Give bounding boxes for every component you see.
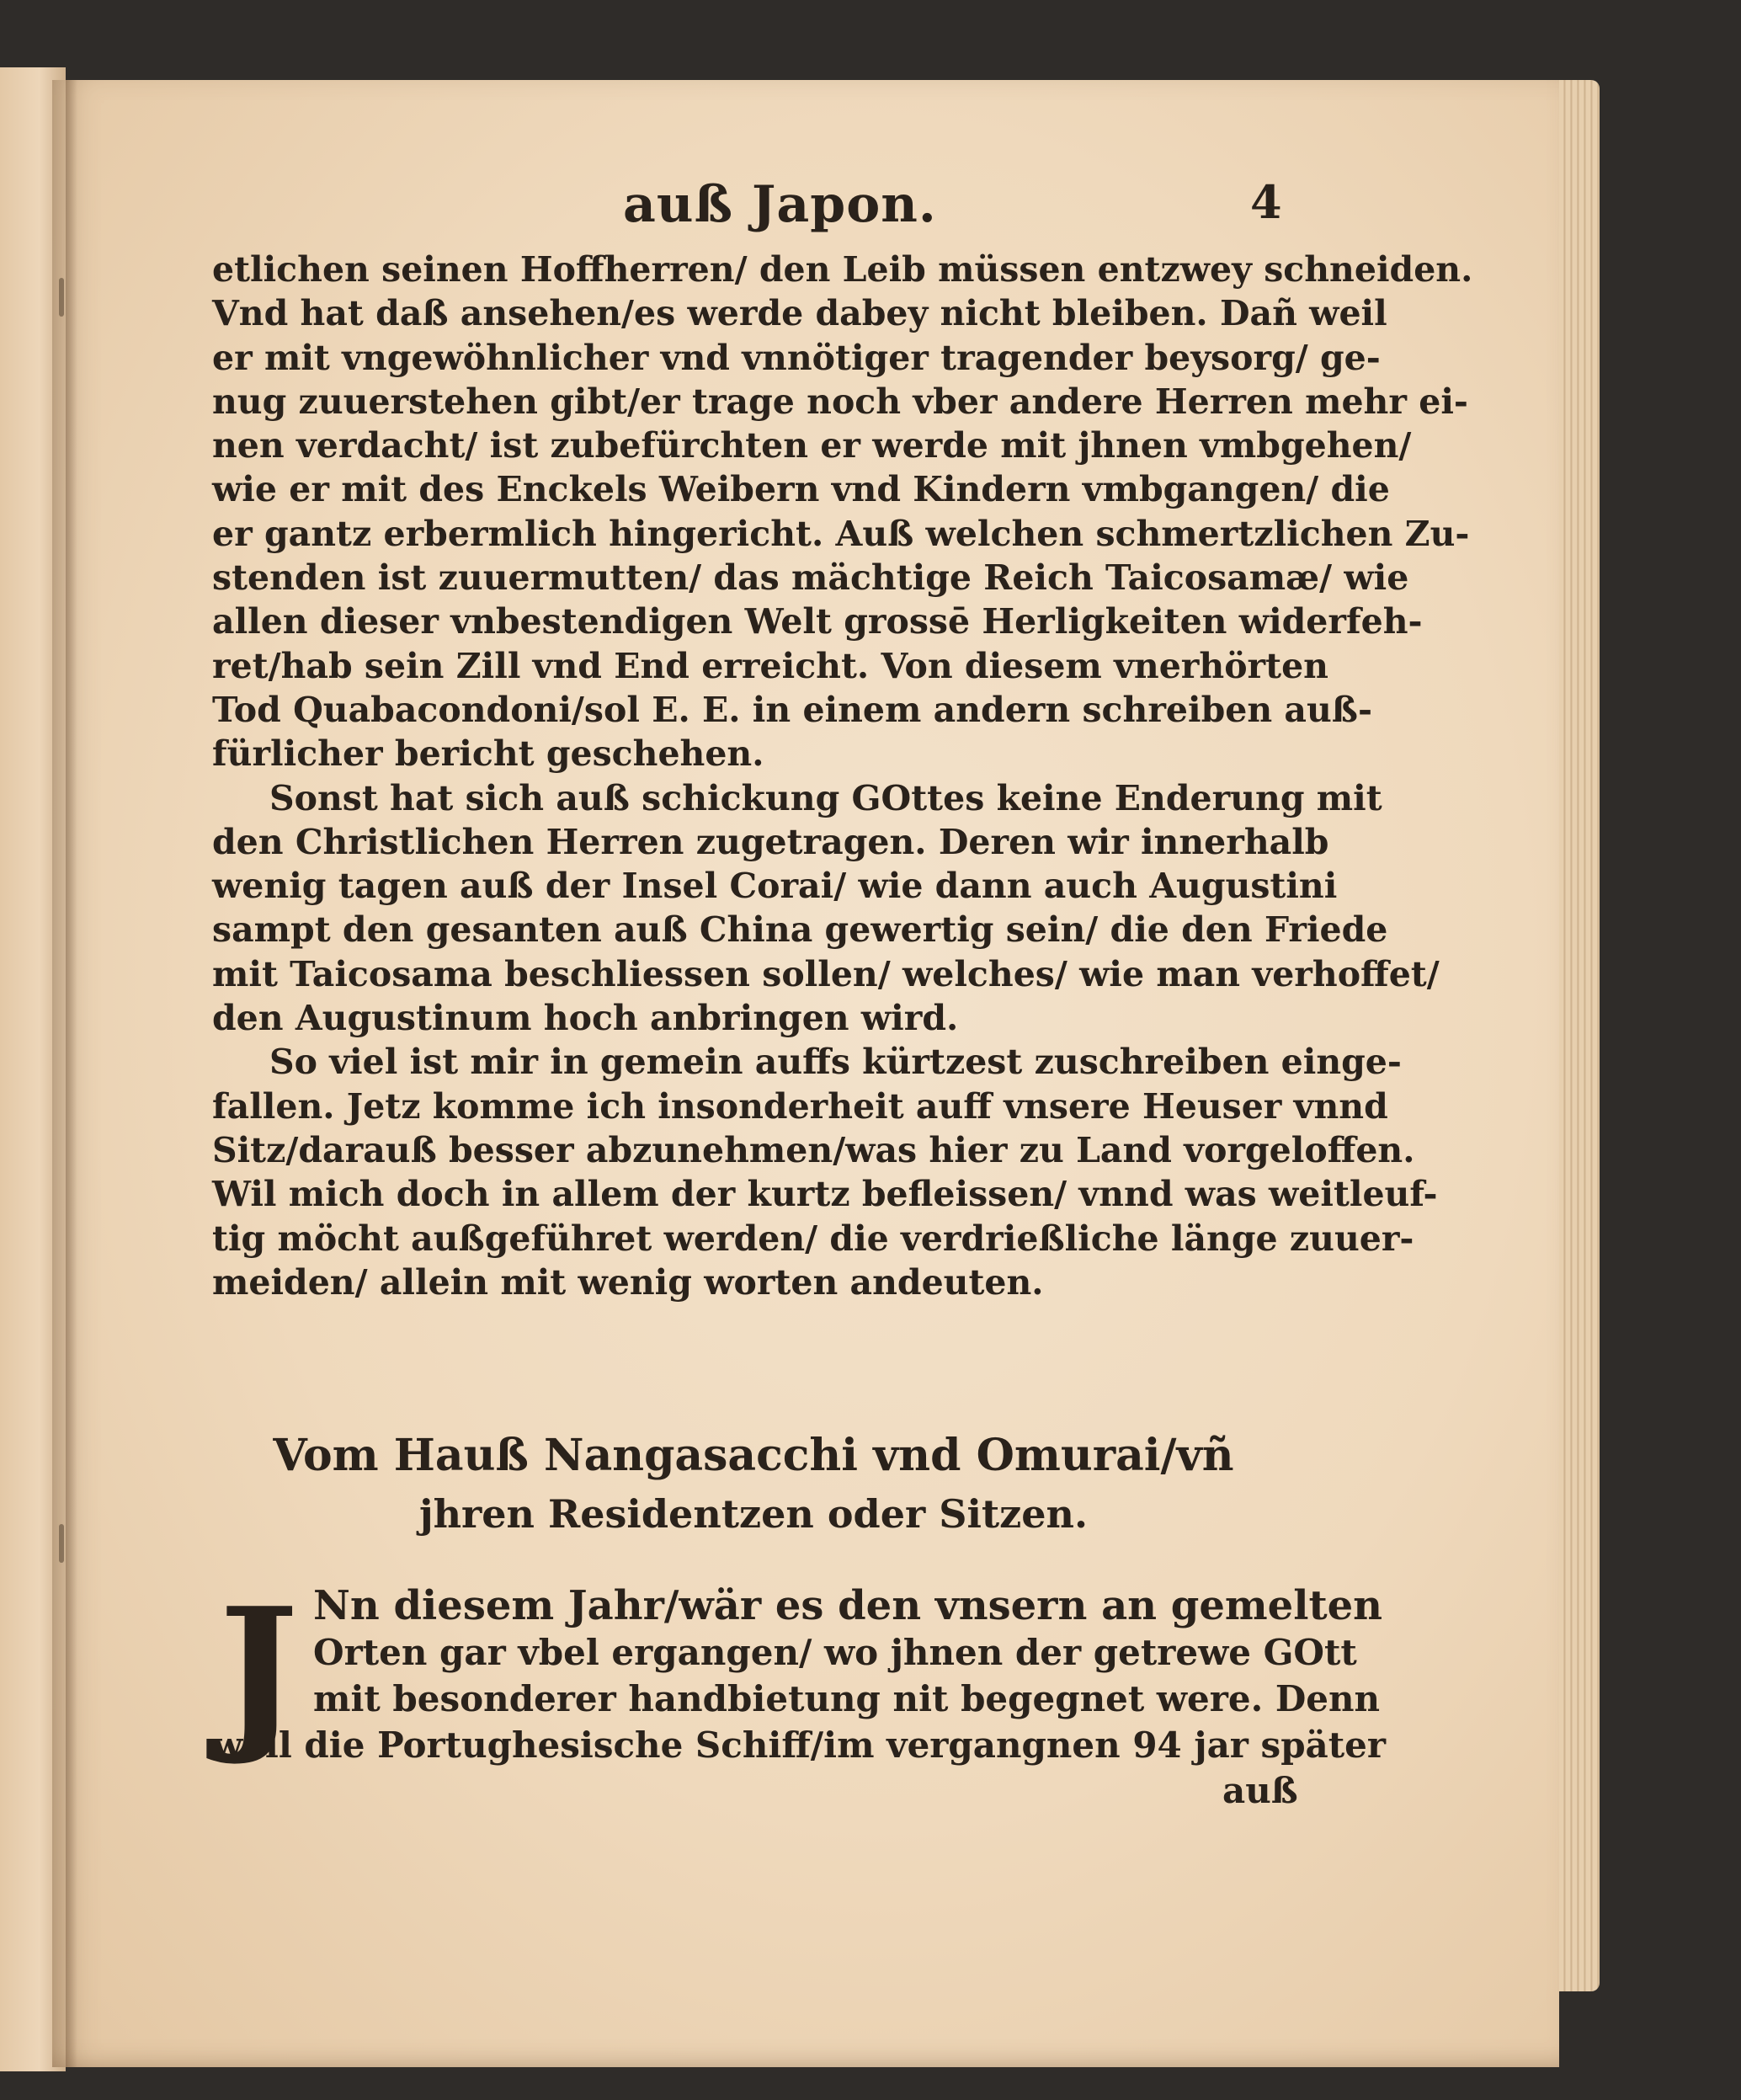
page-number: 4 — [1250, 175, 1282, 229]
text-line: sampt den gesanten auß China gewertig sein/ die den Friede — [212, 909, 1388, 951]
running-head: auß Japon. — [623, 175, 937, 234]
body-text — [212, 248, 1473, 1304]
binding-stitch — [59, 1524, 64, 1563]
text-line: So viel ist mir in gemein auffs kürtzest zuschreiben einge- — [269, 1042, 1402, 1083]
drop-cap-initial: J — [219, 1571, 299, 1769]
text-line: Wil mich doch in allem der kurtz befleissen/ vnnd was weitleuf- — [212, 1174, 1438, 1215]
text-line: etlichen seinen Hoffherren/ den Leib müssen entzwey schneiden. — [212, 249, 1473, 290]
text-line: meiden/ allein mit wenig worten andeuten. — [212, 1261, 1044, 1303]
text-line: den Christlichen Herren zugetragen. Deren wir innerhalb — [212, 821, 1329, 862]
text-line: Orten gar vbel ergangen/ wo jhnen der getrewe GOtt — [313, 1632, 1357, 1673]
book-gutter-shadow — [66, 80, 77, 2067]
text-line: allen dieser vnbestendigen Welt grossē Herligkeiten widerfeh- — [212, 601, 1423, 642]
text-line: mit Taicosama beschliessen sollen/ welches/ wie man verhoffet/ — [212, 953, 1440, 994]
text-line: nug zuuerstehen gibt/er trage noch vber andere Herren mehr ei- — [212, 381, 1468, 422]
text-line: Sonst hat sich auß schickung GOttes keine Enderung mit — [269, 777, 1382, 818]
text-line: weil die Portughesische Schiff/im vergangnen 94 jar später — [212, 1724, 1387, 1766]
section-heading — [210, 1426, 1296, 1542]
text-line: stenden ist zuuermutten/ das mächtige Reich Taicosamæ/ wie — [212, 557, 1409, 599]
text-line: fürlicher bericht geschehen. — [212, 733, 764, 775]
catchword: auß — [1222, 1770, 1298, 1811]
text-line: nen verdacht/ ist zubefürchten er werde mit jhnen vmbgehen/ — [212, 425, 1412, 466]
text-line: Vnd hat daß ansehen/es werde dabey nicht bleiben. Dañ weil — [212, 293, 1387, 334]
text-line: Tod Quabacondoni/sol E. E. in einem andern schreiben auß- — [212, 689, 1372, 730]
text-line: Nn diesem Jahr/wär es den vnsern an gemelten — [313, 1582, 1383, 1629]
text-line: Sitz/darauß besser abzunehmen/was hier zu Land vorgeloffen. — [212, 1129, 1415, 1170]
section-heading-line: jhren Residentzen oder Sitzen. — [418, 1491, 1089, 1537]
text-line: wenig tagen auß der Insel Corai/ wie dann auch Augustini — [212, 866, 1338, 907]
text-line: mit besonderer handbietung nit begegnet were. Denn — [313, 1678, 1381, 1719]
closing-paragraph — [212, 1571, 1387, 1769]
section-heading-line: Vom Hauß Nangasacchi vnd Omurai/vñ — [273, 1430, 1234, 1481]
text-line: er gantz erbermlich hingericht. Auß welchen schmertzlichen Zu- — [212, 513, 1470, 554]
text-line: tig möcht außgeführet werden/ die verdrießliche länge zuuer- — [212, 1218, 1414, 1259]
text-line: wie er mit des Enckels Weibern vnd Kindern vmbgangen/ die — [212, 469, 1390, 510]
binding-stitch — [59, 278, 64, 317]
text-line: er mit vngewöhnlicher vnd vnnötiger tragender beysorg/ ge- — [212, 337, 1381, 378]
text-line: fallen. Jetz komme ich insonderheit auff vnsere Heuser vnnd — [212, 1085, 1388, 1127]
text-line: ret/hab sein Zill vnd End erreicht. Von diesem vnerhörten — [212, 645, 1328, 686]
text-line: den Augustinum hoch anbringen wird. — [212, 998, 959, 1039]
